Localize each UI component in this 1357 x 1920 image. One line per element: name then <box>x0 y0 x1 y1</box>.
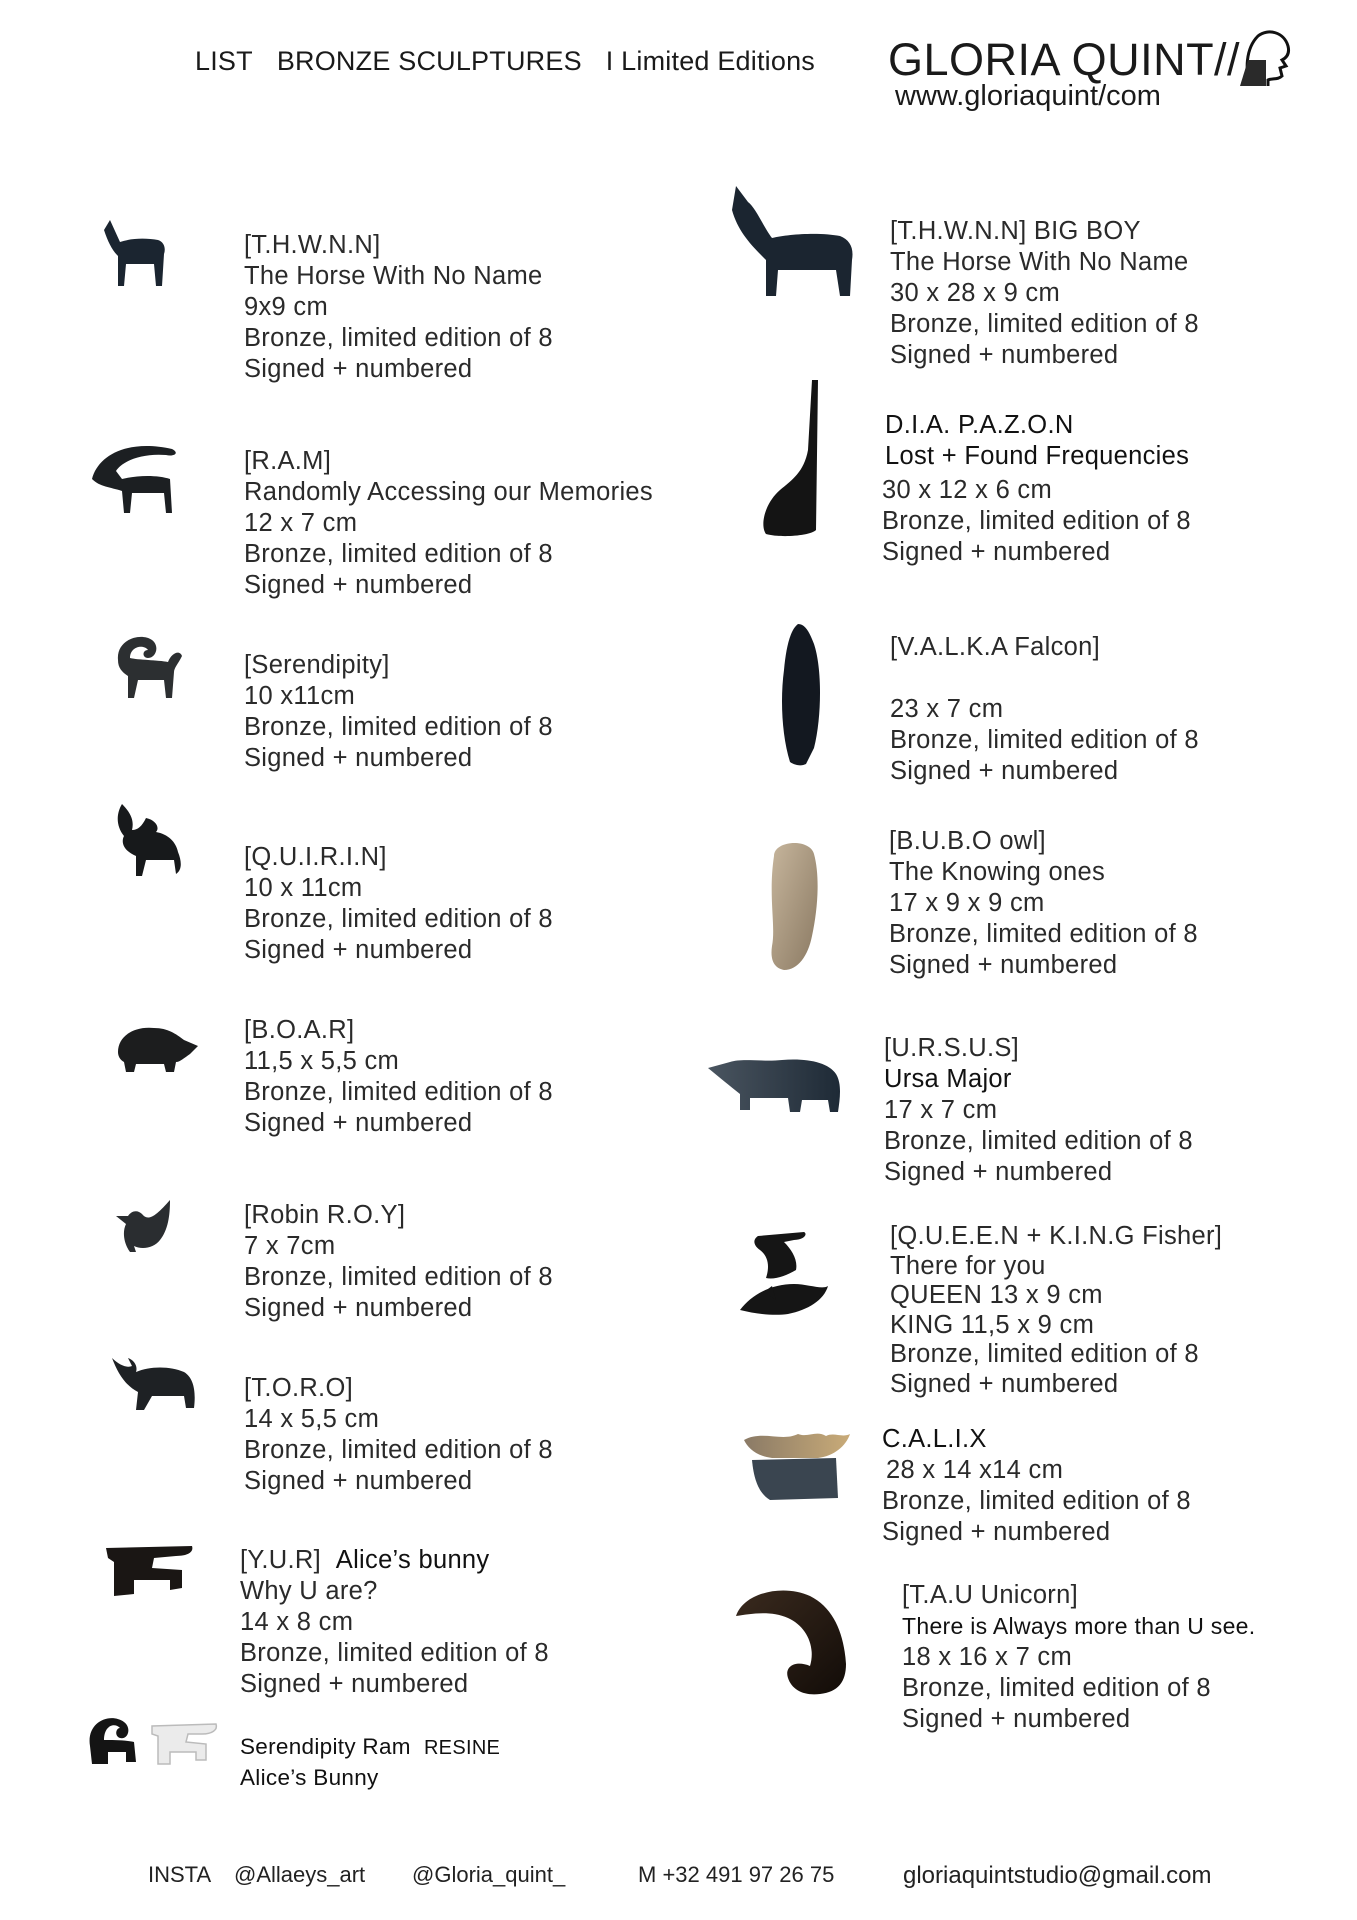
sculpture-entry <box>884 1033 1193 1188</box>
calix-sculpture-icon <box>742 1428 852 1502</box>
entry-line: Signed + numbered <box>889 951 1118 979</box>
entry-line: 14 x 5,5 cm <box>244 1405 380 1433</box>
entry-line: Signed + numbered <box>882 538 1111 566</box>
entry-subtitle: Alice’s bunny <box>335 1546 490 1574</box>
entry-line: [T.H.W.N.N] <box>244 231 381 259</box>
sculpture-entry <box>902 1580 1255 1735</box>
bird-sculpture-icon <box>114 1196 174 1254</box>
entry-line: KING 11,5 x 9 cm <box>890 1310 1095 1339</box>
email-link[interactable]: gloriaquintstudio@gmail.com <box>903 1862 1212 1889</box>
entry-subtitle: Ursa Major <box>884 1065 1012 1093</box>
entry-line: Signed + numbered <box>902 1705 1131 1733</box>
entry-title: [Y.U.R] <box>240 1546 321 1574</box>
entry-title-row <box>240 1545 549 1576</box>
sculpture-entry <box>244 1200 553 1324</box>
entry-line: 30 x 12 x 6 cm <box>882 476 1053 504</box>
sculpture-entry <box>890 632 1199 787</box>
entry-line: [T.O.R.O] <box>244 1374 353 1402</box>
entry-line: Bronze, limited edition of 8 <box>244 1436 553 1464</box>
unicorn-sculpture-icon <box>734 1586 862 1696</box>
entry-line: 17 x 7 cm <box>884 1096 998 1124</box>
diapazon-sculpture-icon <box>760 380 832 538</box>
entry-title: D.I.A. P.A.Z.O.N <box>885 411 1074 439</box>
entry-material: RESINE <box>423 1737 501 1759</box>
entry-line: Bronze, limited edition of 8 <box>244 1263 553 1291</box>
edition-label: I Limited Editions <box>605 46 815 76</box>
document-header <box>195 46 815 77</box>
sculpture-entry <box>244 842 553 966</box>
entry-line: Bronze, limited edition of 8 <box>889 920 1198 948</box>
phone-number[interactable]: M +32 491 97 26 75 <box>638 1862 835 1887</box>
entry-line: Signed + numbered <box>882 1518 1111 1546</box>
sculpture-entry <box>240 1545 549 1700</box>
entry-line: 23 x 7 cm <box>890 695 1004 723</box>
sculpture-entry <box>244 1373 553 1497</box>
entry-line: 12 x 7 cm <box>244 509 358 537</box>
entry-line: Alice’s Bunny <box>240 1765 379 1790</box>
entry-line: Bronze, limited edition of 8 <box>890 310 1199 338</box>
entry-line: 14 x 8 cm <box>240 1608 354 1636</box>
entry-line: Bronze, limited edition of 8 <box>882 507 1191 535</box>
website-link[interactable]: www.gloriaquint/com <box>895 80 1161 112</box>
bunny-sculpture-icon <box>104 1542 196 1598</box>
insta-label: INSTA <box>148 1862 212 1887</box>
entry-line: [Robin R.O.Y] <box>244 1201 406 1229</box>
entry-line: 7 x 7cm <box>244 1232 336 1260</box>
entry-title: Serendipity Ram <box>240 1734 411 1759</box>
entry-line: Why U are? <box>240 1577 378 1605</box>
sculpture-entry <box>882 1424 1191 1548</box>
boar-sculpture-icon <box>114 1022 200 1074</box>
sculpture-entry <box>882 410 1191 568</box>
entry-line: [T.H.W.N.N] BIG BOY <box>890 217 1141 245</box>
entry-line: Signed + numbered <box>890 757 1119 785</box>
bull-sculpture-icon <box>110 1352 198 1414</box>
entry-line: Bronze, limited edition of 8 <box>884 1127 1193 1155</box>
entry-line: [Q.U.E.E.N + K.I.N.G Fisher] <box>890 1222 1223 1250</box>
entry-title-row <box>240 1732 500 1763</box>
horse-sculpture-icon <box>90 212 180 292</box>
entry-line: Bronze, limited edition of 8 <box>244 540 553 568</box>
entry-line: Bronze, limited edition of 8 <box>902 1674 1211 1702</box>
entry-line: The Horse With No Name <box>890 248 1189 276</box>
entry-subtitle: There is Always more than U see. <box>902 1613 1256 1639</box>
entry-line: Signed + numbered <box>244 936 473 964</box>
entry-line: 30 x 28 x 9 cm <box>890 279 1061 307</box>
owl-sculpture-icon <box>762 836 824 972</box>
entry-line: 11,5 x 5,5 cm <box>244 1047 400 1075</box>
entry-line: 10 x11cm <box>244 682 356 710</box>
entry-line: Signed + numbered <box>884 1158 1113 1186</box>
entry-line: Bronze, limited edition of 8 <box>244 324 553 352</box>
instagram-handle-link[interactable]: @Allaeys_art <box>234 1862 366 1887</box>
serendipity-sculpture-icon <box>108 630 186 700</box>
entry-line: [Q.U.I.R.I.N] <box>244 843 387 871</box>
sculpture-entry <box>889 826 1198 981</box>
entry-line: Bronze, limited edition of 8 <box>244 1078 553 1106</box>
ram-sculpture-icon <box>88 435 190 517</box>
entry-line: Randomly Accessing our Memories <box>244 478 653 506</box>
entry-line: There for you <box>890 1251 1046 1280</box>
entry-line: Bronze, limited edition of 8 <box>244 905 553 933</box>
entry-line: Bronze, limited edition of 8 <box>240 1639 549 1667</box>
quirin-sculpture-icon <box>112 800 188 878</box>
entry-line: 28 x 14 x14 cm <box>886 1456 1064 1484</box>
kingfisher-sculpture-icon <box>738 1230 830 1322</box>
entry-line: Signed + numbered <box>890 1369 1119 1398</box>
sculpture-entry <box>244 230 553 385</box>
entry-title: [U.R.S.U.S] <box>884 1034 1020 1062</box>
entry-line: Signed + numbered <box>244 571 473 599</box>
entry-line: Signed + numbered <box>244 355 473 383</box>
entry-line: 18 x 16 x 7 cm <box>902 1643 1073 1671</box>
face-profile-icon <box>1238 26 1296 88</box>
category-label: BRONZE SCULPTURES <box>276 46 582 76</box>
entry-line: Signed + numbered <box>890 341 1119 369</box>
resine-pair-icon <box>86 1706 222 1770</box>
instagram-handle-link[interactable]: @Gloria_quint_ <box>412 1862 566 1887</box>
entry-line: QUEEN 13 x 9 cm <box>890 1281 1103 1310</box>
entry-line: The Knowing ones <box>889 858 1106 886</box>
entry-subtitle: Lost + Found Frequencies <box>885 442 1190 470</box>
sculpture-entry <box>240 1732 500 1792</box>
list-label: LIST <box>195 46 253 76</box>
entry-line: [Serendipity] <box>244 651 390 679</box>
sculpture-entry <box>244 446 653 601</box>
entry-line: [B.O.A.R] <box>244 1016 355 1044</box>
entry-line: Signed + numbered <box>244 1467 473 1495</box>
falcon-sculpture-icon <box>776 620 826 768</box>
sculpture-entry <box>890 216 1199 371</box>
entry-line: Signed + numbered <box>244 744 473 772</box>
entry-line: Signed + numbered <box>244 1294 473 1322</box>
big-horse-sculpture-icon <box>726 180 862 300</box>
entry-title: [T.A.U Unicorn] <box>902 1581 1078 1609</box>
bear-sculpture-icon <box>706 1054 842 1116</box>
entry-line: Bronze, limited edition of 8 <box>882 1487 1191 1515</box>
entry-line: [V.A.L.K.A Falcon] <box>890 633 1100 661</box>
entry-line: 9x9 cm <box>244 293 328 321</box>
sculpture-entry <box>244 650 553 774</box>
entry-line: Bronze, limited edition of 8 <box>890 1340 1199 1369</box>
entry-line: [R.A.M] <box>244 447 332 475</box>
entry-line: Signed + numbered <box>244 1109 473 1137</box>
entry-line: Signed + numbered <box>240 1670 469 1698</box>
entry-line: Bronze, limited edition of 8 <box>890 726 1199 754</box>
entry-line: [B.U.B.O owl] <box>889 827 1046 855</box>
entry-line: 10 x 11cm <box>244 874 363 902</box>
entry-line: Bronze, limited edition of 8 <box>244 713 553 741</box>
sculpture-entry <box>890 1222 1222 1400</box>
entry-line: The Horse With No Name <box>244 262 543 290</box>
entry-line: 17 x 9 x 9 cm <box>889 889 1045 917</box>
entry-line <box>890 663 1199 694</box>
entry-title: C.A.L.I.X <box>882 1425 987 1453</box>
sculpture-entry <box>244 1015 553 1139</box>
brand-name: GLORIA QUINT// <box>888 34 1241 85</box>
